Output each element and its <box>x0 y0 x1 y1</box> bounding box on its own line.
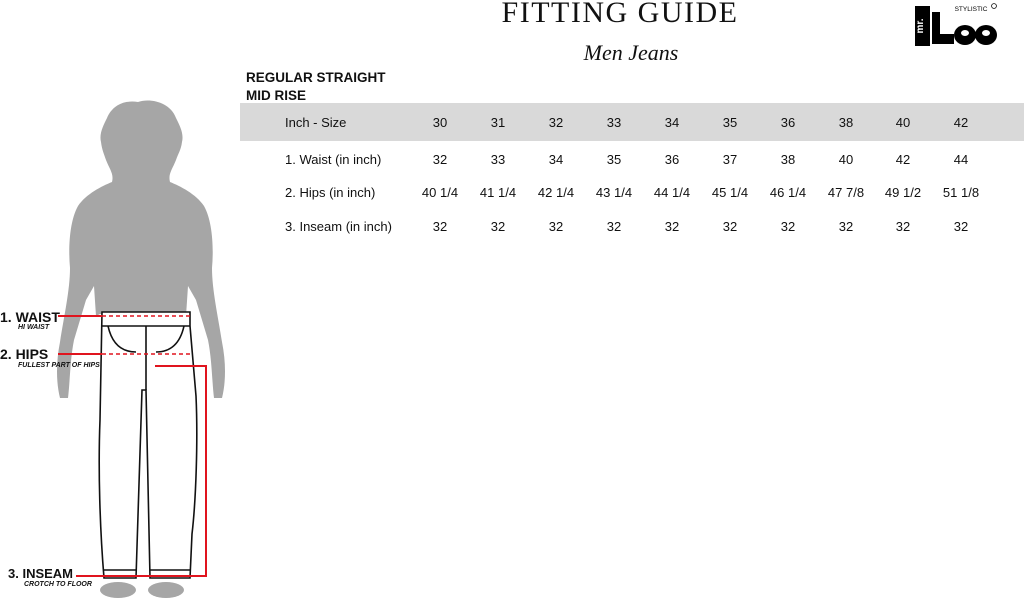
table-cell: 32 <box>838 219 854 234</box>
size-header-cell: 33 <box>606 115 622 130</box>
table-cell: 45 1/4 <box>711 185 749 200</box>
row-waist-label: 1. Waist (in inch) <box>285 152 382 167</box>
table-cell: 34 <box>548 152 564 167</box>
table-cell: 32 <box>606 219 622 234</box>
inseam-sub: CROTCH TO FLOOR <box>24 581 92 588</box>
fit-line-1: REGULAR STRAIGHT <box>246 70 386 85</box>
size-header-cell: 31 <box>490 115 506 130</box>
svg-text:mr.: mr. <box>915 18 926 34</box>
table-cell: 41 1/4 <box>479 185 517 200</box>
size-header-cell: 34 <box>664 115 680 130</box>
table-cell: 43 1/4 <box>595 185 633 200</box>
row-hips-label: 2. Hips (in inch) <box>285 185 376 200</box>
table-cell: 44 <box>953 152 969 167</box>
row-inseam-label: 3. Inseam (in inch) <box>285 219 392 234</box>
brand-logo <box>913 2 997 50</box>
size-header-cell: 35 <box>722 115 738 130</box>
header-label: Inch - Size <box>285 115 347 130</box>
hips-label: 2. HIPS <box>0 346 49 362</box>
page-title: FITTING GUIDE <box>501 0 739 29</box>
table-cell: 40 1/4 <box>421 185 459 200</box>
table-cell: 32 <box>953 219 969 234</box>
table-cell: 47 7/8 <box>827 185 865 200</box>
table-cell: 46 1/4 <box>769 185 807 200</box>
brand-tagline: STYLISTIC <box>954 6 988 13</box>
page-subtitle: Men Jeans <box>583 40 679 65</box>
table-cell: 32 <box>432 152 448 167</box>
table-cell: 36 <box>664 152 680 167</box>
table-cell: 51 1/8 <box>942 185 980 200</box>
table-cell: 42 <box>895 152 911 167</box>
table-cell: 40 <box>838 152 854 167</box>
fit-line-2: MID RISE <box>246 88 307 103</box>
size-header-cell: 40 <box>895 115 911 130</box>
body-silhouette <box>0 90 240 600</box>
table-cell: 38 <box>780 152 796 167</box>
table-cell: 44 1/4 <box>653 185 691 200</box>
table-cell: 32 <box>432 219 448 234</box>
table-cell: 32 <box>895 219 911 234</box>
table-cell: 32 <box>548 219 564 234</box>
table-cell: 49 1/2 <box>884 185 922 200</box>
table-cell: 35 <box>606 152 622 167</box>
table-cell: 33 <box>490 152 506 167</box>
size-header-cell: 36 <box>780 115 796 130</box>
hips-sub: FULLEST PART OF HIPS <box>18 362 100 369</box>
table-cell: 32 <box>490 219 506 234</box>
size-header-cell: 32 <box>548 115 564 130</box>
table-cell: 37 <box>722 152 738 167</box>
table-cell: 32 <box>722 219 738 234</box>
size-header-cell: 42 <box>953 115 969 130</box>
waist-label: 1. WAIST <box>0 309 60 325</box>
jeans-outline <box>99 312 197 578</box>
inseam-label: 3. INSEAM <box>8 566 74 581</box>
size-header-cell: 38 <box>838 115 854 130</box>
table-cell: 42 1/4 <box>537 185 575 200</box>
waist-sub: HI WAIST <box>18 324 50 331</box>
size-header-cell: 30 <box>432 115 448 130</box>
table-cell: 32 <box>664 219 680 234</box>
table-cell: 32 <box>780 219 796 234</box>
